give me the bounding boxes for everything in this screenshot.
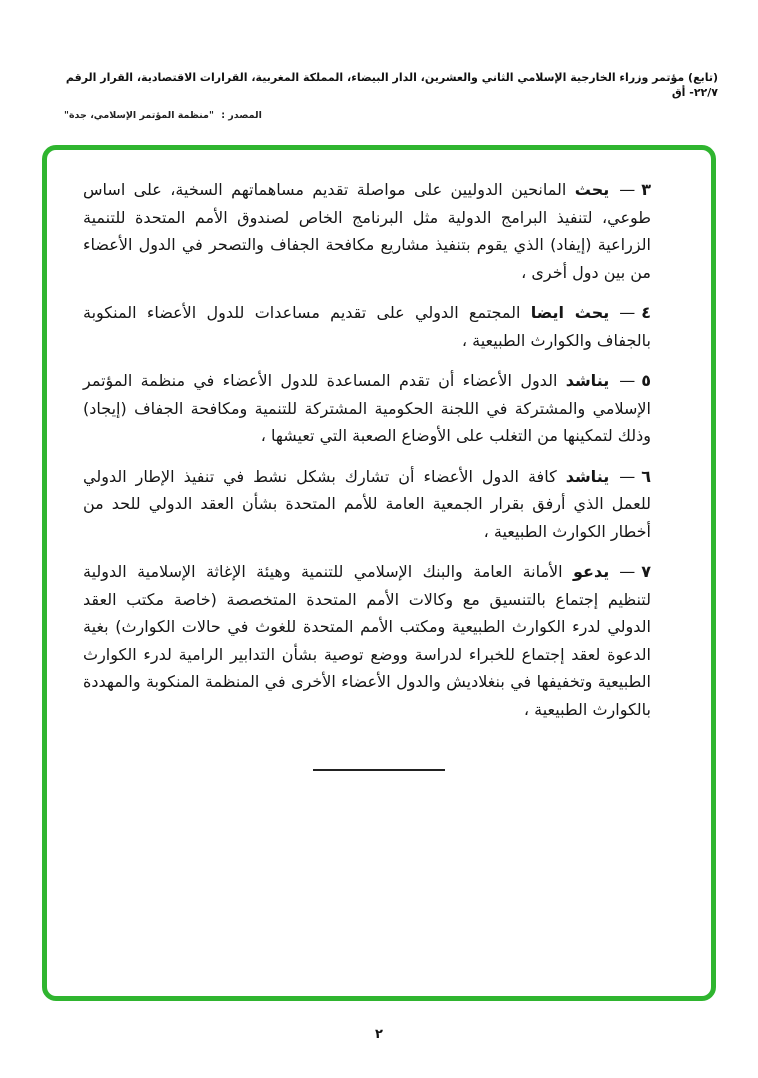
resolution-item-5 (83, 367, 651, 450)
resolution-item-6 (83, 463, 651, 546)
item-text: كافة الدول الأعضاء أن تشارك بشكل نشط في تنفيذ الإطار الدولي للعمل الذي أرفق بقرار الجمعية العامة للأمم المتحدة بشأن العقد الدولي للحد من أخطار الكوارث الطبيعية ، (83, 466, 651, 541)
item-text: المجتمع الدولي على تقديم مساعدات للدول الأعضاء المنكوبة بالجفاف والكوارث الطبيعية ، (83, 303, 651, 350)
item-number: ٧ (641, 562, 651, 582)
item-dash: — (619, 303, 636, 323)
document-header (40, 70, 718, 121)
resolution-item-7 (83, 558, 651, 723)
item-dash: — (619, 562, 636, 582)
source-label: المصدر : (221, 109, 262, 121)
item-keyword: يناشد (565, 466, 610, 486)
item-number: ٥ (641, 371, 651, 391)
page-number: ٢ (375, 1027, 383, 1042)
item-dash: — (619, 466, 636, 486)
item-number: ٤ (641, 303, 651, 323)
header-citation: (تابع) مؤتمر وزراء الخارجية الإسلامي الثاني والعشرين، الدار البيضاء، المملكة المغربية، القرارات الاقتصادية، القرار الرقم ٢٢/٧- أق (65, 71, 718, 100)
item-text: الدول الأعضاء أن تقدم المساعدة للدول الأعضاء في منظمة المؤتمر الإسلامي والمشتركة في اللجنة الحكومية المشتركة للتنمية ومكافحة الجفاف (إيجاد) وذلك لتمكينها من التغلب على الأوضاع الصعبة التي تعيشها ، (83, 371, 651, 446)
separator-line (313, 769, 445, 771)
resolution-frame (42, 145, 716, 1001)
header-source (40, 110, 718, 121)
item-keyword: يدعو (573, 562, 610, 582)
source-value: "منظمة المؤتمر الإسلامي، جدة" (64, 109, 214, 121)
item-keyword: يحث (574, 180, 610, 199)
resolution-items (47, 150, 711, 723)
item-dash: — (619, 180, 636, 199)
item-text: المانحين الدوليين على مواصلة تقديم مساهماتهم السخية، على اساس طوعي، لتنفيذ البرامج الدولية مثل البرنامج الخاص لصندوق الأمم المتحدة للتنمية الزراعية (إيفاد) الذي يقوم بتنفيذ مشاريع مكافحة الجفاف والتصحر في الدول الأعضاء من بين دول أخرى ، (83, 180, 651, 282)
item-text: الأمانة العامة والبنك الإسلامي للتنمية وهيئة الإغاثة الإسلامية الدولية لتنظيم إجتماع بالتنسيق مع وكالات الأمم المتحدة المتخصصة (خاصة مكتب العقد الدولي لدرء الكوارث الطبيعية ومكتب الأمم المتحدة للغوث في حالات الكوارث) بغية الدعوة لعقد إجتماع للخبراء لدراسة ووضع توصية بشأن التدابير الرامية لدرء الكوارث الطبيعية وتخفيفها في بنغلاديش والدول الأعضاء الأخرى في المنظمة المنكوبة والمهددة بالكوارث الطبيعية ، (83, 562, 651, 719)
resolution-item-4 (83, 299, 651, 354)
resolution-item-3 (83, 176, 651, 286)
item-keyword: يحث ايضا (530, 303, 610, 323)
item-dash: — (619, 371, 636, 391)
item-keyword: يناشد (565, 371, 610, 391)
item-number: ٦ (641, 466, 651, 486)
item-number: ٣ (641, 180, 652, 199)
